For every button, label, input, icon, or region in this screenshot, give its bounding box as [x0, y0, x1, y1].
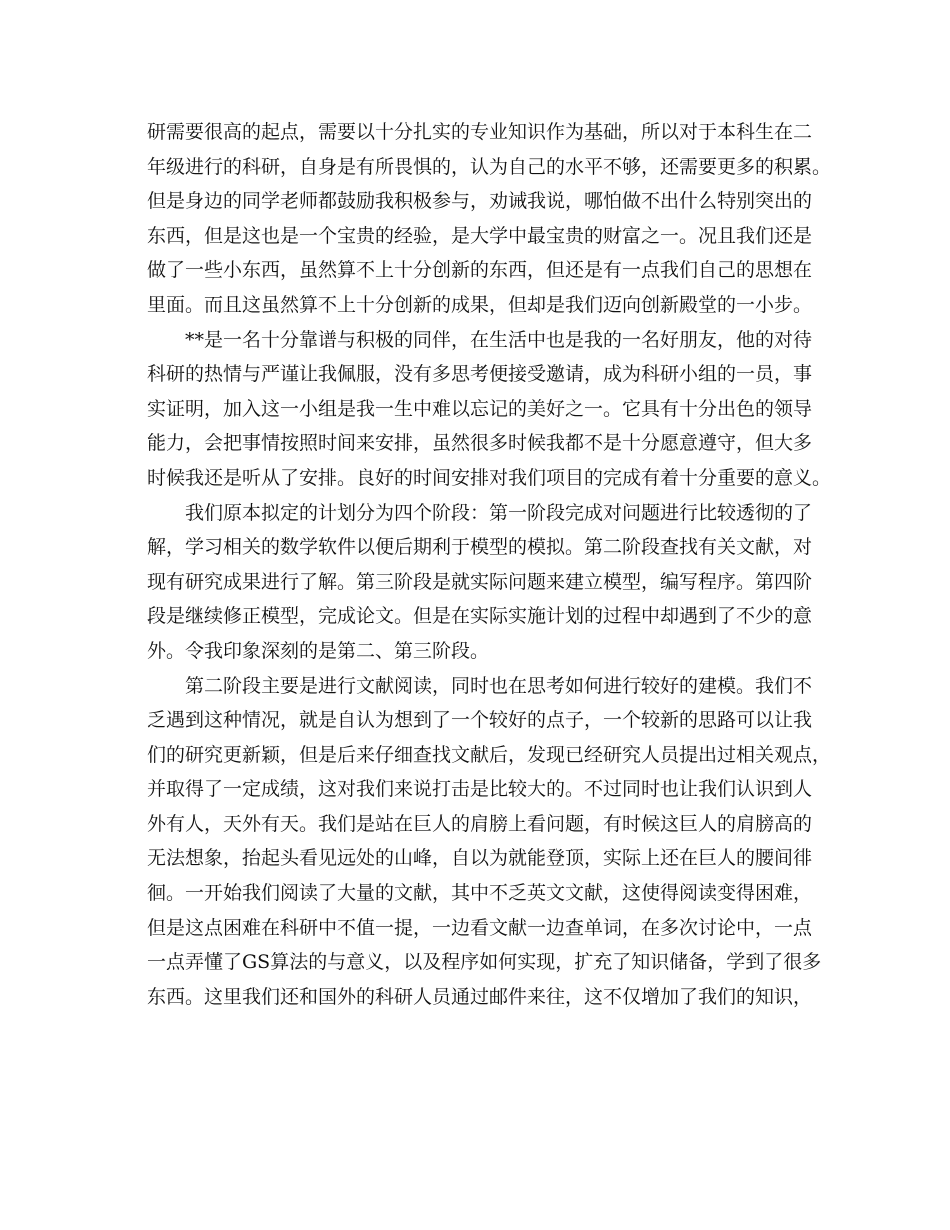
document-body	[147, 115, 832, 1014]
text-line: 徊。一开始我们阅读了大量的文献，其中不乏英文文献，这使得阅读变得困难，	[147, 882, 813, 905]
text-line: **是一名十分靠谱与积极的同伴，在生活中也是我的一名好朋友，他的对待	[185, 328, 813, 351]
text-line: 乏遇到这种情况，就是自认为想到了一个较好的点子，一个较新的思路可以让我	[147, 709, 813, 732]
text-line: 段是继续修正模型，完成论文。但是在实际实施计划的过程中却遇到了不少的意	[147, 605, 813, 628]
text-line: 研需要很高的起点，需要以十分扎实的专业知识作为基础，所以对于本科生在二	[147, 121, 813, 143]
text-line: 一点弄懂了GS算法的与意义，以及程序如何实现，扩充了知识储备，学到了很多	[147, 951, 822, 974]
text-line: 做了一些小东西，虽然算不上十分创新的东西，但还是有一点我们自己的思想在	[147, 259, 813, 282]
text-line: 实证明，加入这一小组是我一生中难以忘记的美好之一。它具有十分出色的领导	[147, 397, 813, 420]
text-line: 但是身边的同学老师都鼓励我积极参与，劝诫我说，哪怕做不出什么特别突出的	[147, 190, 813, 213]
text-line: 第二阶段主要是进行文献阅读，同时也在思考如何进行较好的建模。我们不	[185, 674, 813, 697]
text-line: 并取得了一定成绩，这对我们来说打击是比较大的。不过同时也让我们认识到人	[147, 778, 813, 801]
text-line: 时候我还是听从了安排。良好的时间安排对我们项目的完成有着十分重要的意义。	[147, 466, 832, 489]
text-line: 无法想象，抬起头看见远处的山峰，自以为就能登顶，实际上还在巨人的腰间徘	[147, 847, 813, 870]
text-line: 科研的热情与严谨让我佩服，没有多思考便接受邀请，成为科研小组的一员，事	[147, 363, 813, 386]
text-line: 年级进行的科研，自身是有所畏惧的，认为自己的水平不够，还需要更多的积累。	[147, 155, 832, 178]
text-line: 外有人，天外有天。我们是站在巨人的肩膀上看问题，有时候这巨人的肩膀高的	[147, 812, 813, 835]
text-line: 们的研究更新颖，但是后来仔细查找文献后，发现已经研究人员提出过相关观点，	[147, 743, 832, 766]
text-line: 东西，但是这也是一个宝贵的经验，是大学中最宝贵的财富之一。况且我们还是	[147, 224, 813, 247]
text-line: 解，学习相关的数学软件以便后期利于模型的模拟。第二阶段查找有关文献，对	[147, 536, 813, 559]
text-line: 但是这点困难在科研中不值一提，一边看文献一边查单词，在多次讨论中，一点	[147, 916, 813, 939]
text-line: 外。令我印象深刻的是第二、第三阶段。	[147, 639, 490, 662]
text-line: 能力，会把事情按照时间来安排，虽然很多时候我都不是十分愿意遵守，但大多	[147, 432, 813, 455]
text-line: 里面。而且这虽然算不上十分创新的成果，但却是我们迈向创新殿堂的一小步。	[147, 293, 813, 316]
text-line: 现有研究成果进行了解。第三阶段是就实际问题来建立模型，编写程序。第四阶	[147, 570, 813, 593]
text-line: 我们原本拟定的计划分为四个阶段：第一阶段完成对问题进行比较透彻的了	[185, 501, 813, 524]
text-line: 东西。这里我们还和国外的科研人员通过邮件来往，这不仅增加了我们的知识，	[147, 985, 813, 1008]
